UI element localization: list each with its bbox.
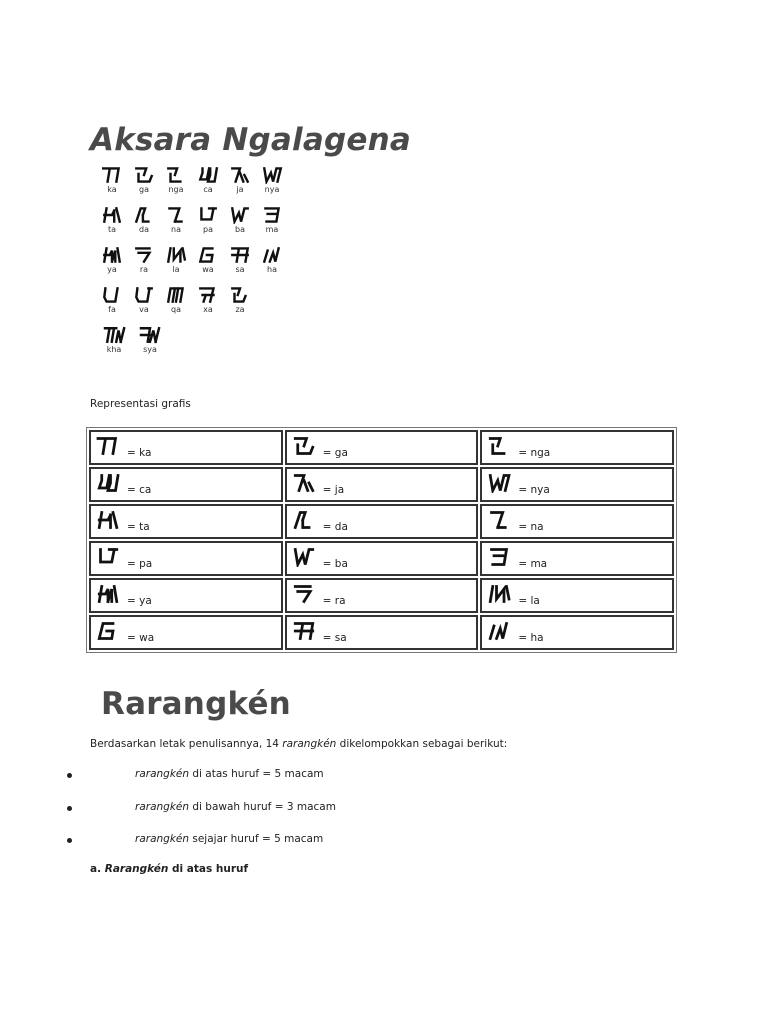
table-cell (480, 541, 674, 576)
glyph-latin-label: da (139, 225, 149, 234)
glyph-ba-icon (291, 547, 317, 567)
table-cell-label: = ka (127, 447, 152, 459)
table-cell (89, 615, 283, 650)
sub-heading-prefix: a. (90, 863, 105, 875)
glyph-latin-label: ya (107, 265, 117, 274)
glyph-ma-icon (261, 206, 283, 224)
table-cell (480, 467, 674, 502)
glyph-chart-cell (128, 286, 160, 326)
sub-heading-term: Rarangkén (104, 863, 169, 875)
list-item-text (135, 801, 336, 813)
glyph-za-icon (229, 286, 251, 304)
glyph-chart-row (96, 206, 296, 246)
table-cell-label: = ya (127, 595, 152, 607)
table-cell (89, 541, 283, 576)
table-cell-label: = ga (322, 447, 348, 459)
glyph-chart-cell (96, 246, 128, 286)
glyph-latin-label: za (235, 305, 245, 314)
table-cell-label: = pa (127, 558, 153, 570)
intro-before: Berdasarkan letak penulisannya, 14 (90, 738, 283, 750)
table-cell (285, 615, 479, 650)
glyph-chart (96, 166, 296, 366)
glyph-chart-cell (224, 286, 256, 326)
glyph-xa-icon (197, 286, 219, 304)
table-cell-label: = nga (518, 447, 551, 459)
list-item-text (135, 833, 323, 845)
glyph-latin-label: ra (139, 265, 149, 274)
glyph-chart-row (96, 286, 296, 326)
glyph-latin-label: na (171, 225, 181, 234)
glyph-la-icon (165, 246, 187, 264)
glyph-ga-icon (291, 436, 317, 456)
glyph-chart-cell (224, 246, 256, 286)
glyph-latin-label: ka (107, 185, 117, 194)
bullet-icon (67, 838, 72, 843)
table-cell (480, 578, 674, 613)
glyph-wa-icon (197, 246, 219, 264)
glyph-chart-cell (132, 326, 168, 366)
list-item-term: rarangkén (135, 833, 190, 845)
list-item-term: rarangkén (135, 768, 190, 780)
glyph-chart-cell (192, 206, 224, 246)
glyph-latin-label: va (139, 305, 149, 314)
glyph-ja-icon (229, 166, 251, 184)
section-title: Rarangkén (101, 686, 291, 722)
glyph-chart-cell (160, 246, 192, 286)
table-cell-label: = nya (518, 484, 550, 496)
list-item-desc: di atas huruf = 5 macam (189, 768, 324, 780)
table-cell-label: = ta (127, 521, 150, 533)
glyph-da-icon (291, 510, 317, 530)
glyph-la-icon (486, 584, 512, 604)
representation-table (86, 427, 677, 653)
glyph-chart-cell (256, 166, 288, 206)
glyph-ha-icon (261, 246, 283, 264)
glyph-latin-label: nya (264, 185, 280, 194)
glyph-latin-label: la (172, 265, 180, 274)
table-cell (89, 578, 283, 613)
list-item-term: rarangkén (135, 800, 190, 813)
glyph-latin-label: nga (168, 185, 184, 194)
glyph-chart-cell (160, 166, 192, 206)
table-cell-label: = wa (127, 632, 155, 644)
glyph-pa-icon (197, 206, 219, 224)
glyph-chart-cell (192, 286, 224, 326)
table-cell-label: = ha (518, 632, 544, 644)
table-cell-label: = la (518, 595, 540, 607)
glyph-latin-label: wa (202, 265, 214, 274)
glyph-ba-icon (229, 206, 251, 224)
glyph-chart-cell (128, 246, 160, 286)
glyph-na-icon (165, 206, 187, 224)
glyph-latin-label: kha (106, 345, 122, 354)
table-cell (89, 504, 283, 539)
table-cell-label: = sa (322, 632, 347, 644)
glyph-ra-icon (291, 584, 317, 604)
glyph-va-icon (133, 286, 155, 304)
list-item (0, 833, 768, 866)
glyph-chart-cell (128, 166, 160, 206)
glyph-nya-icon (261, 166, 283, 184)
glyph-latin-label: ma (265, 225, 279, 234)
glyph-latin-label: xa (203, 305, 213, 314)
table-cell (285, 541, 479, 576)
table-cell (480, 615, 674, 650)
glyph-ya-icon (101, 246, 123, 264)
glyph-chart-row (96, 326, 296, 366)
caption: Representasi grafis (90, 398, 191, 410)
glyph-latin-label: qa (171, 305, 181, 314)
glyph-ma-icon (486, 547, 512, 567)
table-cell-label: = ra (322, 595, 346, 607)
table-cell-label: = ba (322, 558, 348, 570)
glyph-latin-label: ja (236, 185, 244, 194)
glyph-latin-label: ga (139, 185, 149, 194)
table-cell-label: = ja (322, 484, 345, 496)
bullet-icon (67, 806, 72, 811)
table-cell-label: = ca (127, 484, 152, 496)
glyph-sya-icon (136, 326, 164, 344)
glyph-ta-icon (95, 510, 121, 530)
glyph-ca-icon (197, 166, 219, 184)
glyph-ya-icon (95, 584, 121, 604)
glyph-nya-icon (486, 473, 512, 493)
table-cell (285, 578, 479, 613)
table-cell (285, 467, 479, 502)
table-cell-label: = ma (518, 558, 548, 570)
glyph-ka-icon (101, 166, 123, 184)
glyph-chart-cell (224, 206, 256, 246)
glyph-nga-icon (165, 166, 187, 184)
glyph-chart-cell (224, 166, 256, 206)
glyph-nga-icon (486, 436, 512, 456)
glyph-chart-row (96, 166, 296, 206)
table-cell (285, 504, 479, 539)
table-cell (285, 430, 479, 465)
glyph-ca-icon (95, 473, 121, 493)
glyph-latin-label: ba (235, 225, 245, 234)
table-cell (89, 467, 283, 502)
glyph-chart-cell (160, 206, 192, 246)
glyph-chart-cell (256, 206, 288, 246)
glyph-chart-cell (96, 206, 128, 246)
intro-term: rarangkén (282, 738, 337, 750)
table-row (89, 467, 674, 502)
table-cell (89, 430, 283, 465)
bullet-icon (67, 773, 72, 778)
glyph-wa-icon (95, 621, 121, 641)
glyph-ka-icon (95, 436, 121, 456)
glyph-ha-icon (486, 621, 512, 641)
table-cell-label: = na (518, 521, 544, 533)
glyph-chart-cell (160, 286, 192, 326)
table-cell-label: = da (322, 521, 348, 533)
table-row (89, 504, 674, 539)
table-row (89, 615, 674, 650)
bullet-list (0, 768, 768, 866)
glyph-chart-cell (192, 166, 224, 206)
intro-after: dikelompokkan sebagai berikut: (336, 738, 508, 750)
glyph-sa-icon (229, 246, 251, 264)
list-item (0, 768, 768, 801)
glyph-latin-label: pa (203, 225, 213, 234)
list-item-desc: di bawah huruf = 3 macam (189, 800, 336, 813)
glyph-chart-cell (128, 206, 160, 246)
sub-heading-suffix: di atas huruf (168, 863, 249, 875)
glyph-chart-cell (96, 326, 132, 366)
list-item (0, 801, 768, 834)
glyph-latin-label: ca (203, 185, 213, 194)
table-cell (480, 504, 674, 539)
glyph-latin-label: ta (107, 225, 117, 234)
sub-heading (90, 863, 248, 875)
glyph-sa-icon (291, 621, 317, 641)
glyph-latin-label: fa (108, 305, 116, 314)
glyph-ja-icon (291, 473, 317, 493)
list-item-text (135, 768, 324, 780)
glyph-ga-icon (133, 166, 155, 184)
table-row (89, 578, 674, 613)
glyph-ra-icon (133, 246, 155, 264)
glyph-kha-icon (100, 326, 128, 344)
glyph-chart-row (96, 246, 296, 286)
glyph-da-icon (133, 206, 155, 224)
glyph-latin-label: ha (267, 265, 277, 274)
glyph-chart-cell (96, 166, 128, 206)
glyph-latin-label: sya (143, 345, 157, 354)
glyph-ta-icon (101, 206, 123, 224)
glyph-qa-icon (165, 286, 187, 304)
list-item-desc: sejajar huruf = 5 macam (189, 833, 324, 845)
intro-paragraph (90, 738, 507, 750)
glyph-fa-icon (101, 286, 123, 304)
page-title: Aksara Ngalagena (90, 122, 411, 158)
glyph-chart-cell (192, 246, 224, 286)
glyph-pa-icon (95, 547, 121, 567)
table-row (89, 541, 674, 576)
glyph-latin-label: sa (235, 265, 245, 274)
glyph-chart-cell (96, 286, 128, 326)
glyph-chart-cell (256, 246, 288, 286)
table-cell (480, 430, 674, 465)
table-row (89, 430, 674, 465)
glyph-na-icon (486, 510, 512, 530)
